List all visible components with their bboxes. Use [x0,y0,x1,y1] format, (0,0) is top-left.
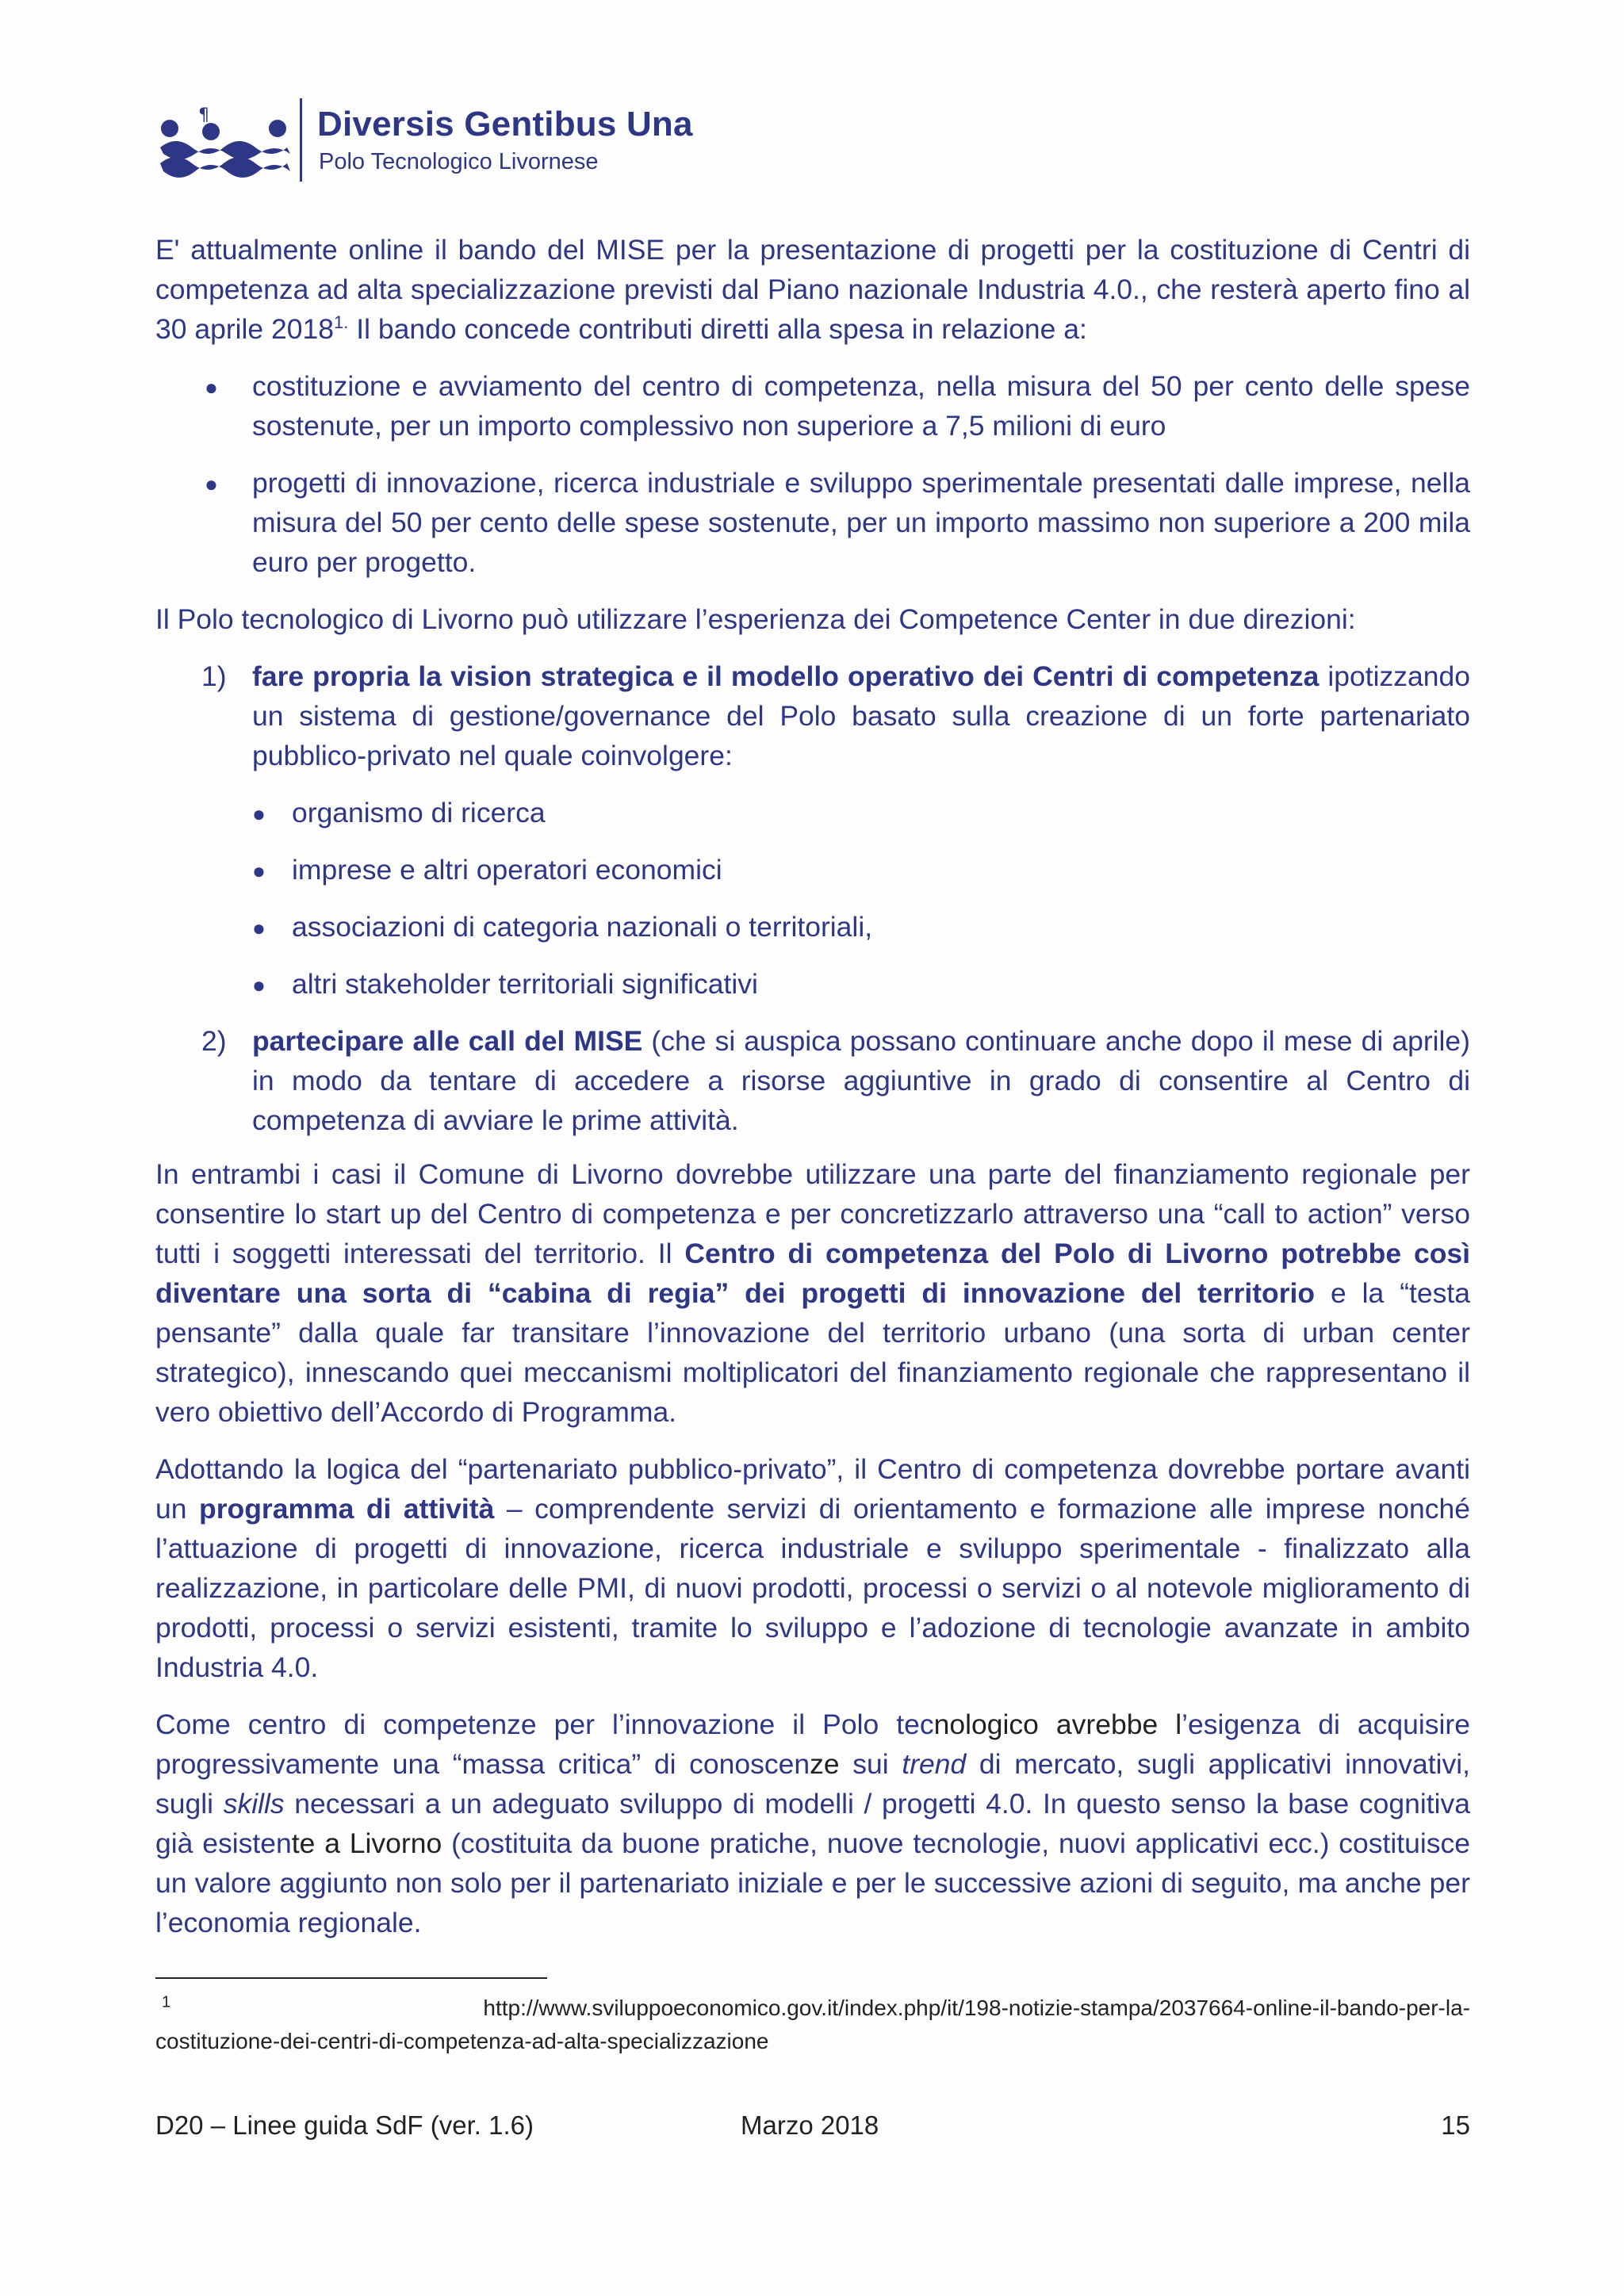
paragraph-come [155,1705,1470,1942]
list-number: 1) [201,660,227,692]
list-number: 2) [201,1025,227,1057]
directions-intro: Il Polo tecnologico di Livorno può utilizzare l’esperienza dei Competence Center in due direzioni: [155,603,1356,635]
paragraph-text-black: te a Livorno [291,1827,442,1859]
logo-divider [300,98,302,182]
paragraph-italic-text: trend [902,1748,967,1780]
direction-title: fare propria la vision strategica e il modello operativo dei Centri di competenza [252,660,1320,692]
footer-date: Marzo 2018 [741,2110,879,2140]
bullet-text: imprese e altri operatori economici [292,854,722,886]
partner-list [252,793,1470,1004]
footnote-number: 1 [162,1993,171,2011]
header-logo [159,94,714,189]
footer-page-number: 15 [1441,2110,1470,2140]
paragraph-text: Adottando la logica del “partenariato pubblico-privato”, il Centro di competenza dovrebbe portare avanti un [155,1453,1470,1525]
paragraph-bold-text: programma di attività [199,1493,495,1525]
bullet-icon: ● [205,375,218,400]
direction-text: ipotizzando un sistema di gestione/governance del Polo basato sulla creazione di un forte partenariato pubblico-privato nel quale coinvolgere: [252,660,1470,771]
intro-bullet-list [155,366,1470,582]
paragraph-text-black: ze [810,1748,840,1780]
direction-text: (che si auspica possano continuare anche dopo il mese di aprile) in modo da tentare di accedere a risorse aggiuntive in grado di consentire al Centro di competenza di avviare le prime attività. [252,1025,1470,1136]
paragraph-text: necessari a un adeguato sviluppo di modelli / progetti 4.0. In questo senso la base cognitiva già esisten [155,1788,1470,1859]
paragraph-italic-text: skills [223,1788,285,1820]
intro-text-2: Il bando concede contributi diretti alla spesa in relazione a: [348,313,1087,345]
wave-logo-icon [159,101,293,181]
intro-paragraph [155,230,1470,349]
bullet-text: altri stakeholder territoriali significativi [292,968,758,1000]
bullet-text: organismo di ricerca [292,797,546,828]
footer-document-name: D20 – Linee guida SdF (ver. 1.6) [155,2110,534,2140]
paragraph-text: (costituita da buone pratiche, nuove tecnologie, nuovi applicativi ecc.) costituisce un valore aggiunto non solo per il partenariato iniziale e per le successive azioni di seguito, ma anche per l’economia regionale. [155,1827,1470,1938]
list-item [252,907,1470,947]
bullet-icon: ● [252,916,266,940]
paragraph-text: Come centro di competenze per l’innovazione il Polo tec [155,1709,934,1740]
logo-subtitle: Polo Tecnologico Livornese [319,149,599,174]
paragraph-bold-text: Centro di competenza del Polo di Livorno potrebbe così diventare una sorta di “cabina di regia” dei progetti di innovazione del territorio [155,1238,1470,1309]
bullet-icon: ● [252,802,266,826]
direction-title: partecipare alle call del MISE [252,1025,643,1057]
bullet-text: associazioni di categoria nazionali o territoriali, [292,911,873,943]
list-item [155,1021,1470,1140]
paragraph-text: ’esigenza di acquisire progressivamente una “massa critica” di conoscen [155,1709,1470,1780]
document-body [155,230,1470,1960]
bullet-icon: ● [205,472,218,496]
footnote [155,1992,1470,2058]
paragraph-text-black: nologico avrebbe l [933,1709,1182,1740]
bullet-text: costituzione e avviamento del centro di competenza, nella misura del 50 per cento delle spese sostenute, per un importo complessivo non superiore a 7,5 milioni di euro [252,370,1470,442]
footnote-link[interactable]: http://www.sviluppoeconomico.gov.it/index.php/it/198-notizie-stampa/2037664-online-il-bando-per-la- [483,1996,1470,2020]
list-item [155,463,1470,582]
directions-list [155,656,1470,1140]
intro-text-1: E' attualmente online il bando del MISE per la presentazione di progetti per la costituzione di Centri di competenza ad alta specializzazione previsti dal Piano nazionale Industria 4.0., che resterà aperto fino al 30 aprile 2018 [155,234,1470,345]
list-item [252,964,1470,1004]
paragraph-adottando [155,1449,1470,1687]
paragraph-entrambi [155,1154,1470,1432]
logo-title: Diversis Gentibus Una [317,105,693,144]
list-item [155,366,1470,446]
svg-text:¶: ¶ [198,105,209,125]
bullet-text: progetti di innovazione, ricerca industriale e sviluppo sperimentale presentati dalle imprese, nella misura del 50 per cento delle spese sostenute, per un importo massimo non superiore a 200 mila euro per progetto. [252,467,1470,578]
footnote-separator [155,1977,547,1979]
paragraph-text: e la “testa pensante” dalla quale far transitare l’innovazione del territorio urbano (una sorta di urban center strategico), innescando quei meccanismi moltiplicatori del finanziamento regionale che rappresentano il vero obiettivo dell’Accordo di Programma. [155,1277,1471,1428]
paragraph-text: di mercato, sugli applicativi innovativi, sugli [155,1748,1470,1820]
list-item [252,850,1470,890]
footnote-ref: 1. [334,312,349,333]
paragraph-text: – comprendente servizi di orientamento e formazione alle imprese nonché l’attuazione di progetti di innovazione, ricerca industriale e sviluppo sperimentale - finalizzato alla realizzazione, in particolare delle PMI, di nuovi prodotti, processi o servizi o al notevole miglioramento di prodotti, processi o servizi esistenti, tramite lo sviluppo e l’adozione di tecnologie avanzate in ambito Industria 4.0. [155,1493,1470,1683]
footnote-link-continued[interactable]: costituzione-dei-centri-di-competenza-ad-alta-specializzazione [155,2029,769,2053]
bullet-icon: ● [252,973,266,997]
paragraph-text: In entrambi i casi il Comune di Livorno dovrebbe utilizzare una parte del finanziamento regionale per consentire lo start up del Centro di competenza e per concretizzarlo attraverso una “call to action” verso tutti i soggetti interessati del territorio. Il [155,1158,1470,1269]
bullet-icon: ● [252,859,266,883]
paragraph-text: sui [839,1748,902,1780]
list-item [155,656,1470,1004]
footnote-line-1 [155,1992,1470,2025]
list-item [252,793,1470,832]
